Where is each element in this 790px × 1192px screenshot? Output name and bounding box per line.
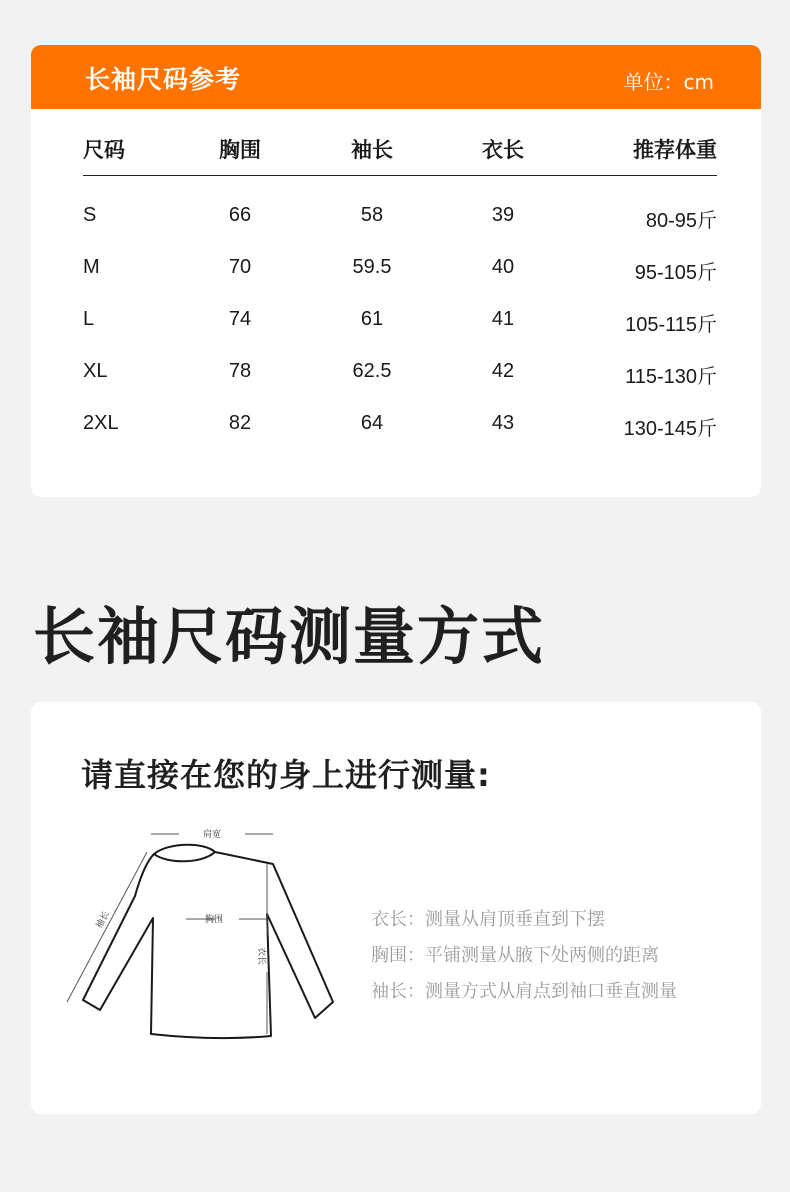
header-sleeve: 袖长 [351,138,393,162]
cell-sleeve: 59.5 [352,256,392,278]
cell-chest: 66 [228,204,252,226]
note-text: 平铺测量从腋下处两侧的距离 [425,945,659,966]
table-row [83,296,717,348]
table-row [83,348,717,400]
cell-weight: 80-95斤 [645,210,717,232]
size-table [83,109,717,452]
header-chest: 胸围 [219,138,261,162]
cell-size: XL [83,360,108,382]
measure-card [31,702,761,1114]
cell-chest: 70 [228,256,252,278]
table-row [83,400,717,452]
cell-size: 2XL [83,412,119,434]
cell-weight: 105-115斤 [625,314,717,336]
header-weight: 推荐体重 [633,138,717,162]
header-size: 尺码 [83,138,125,162]
measure-section-title: 长袖尺码测量方式 [33,600,546,673]
cell-length: 42 [491,360,515,382]
shoulder-label: 肩宽 [202,830,222,840]
cell-sleeve: 58 [360,204,384,226]
sleeve-measure-line [67,852,147,1002]
shirt-collar [154,852,215,861]
table-row [83,192,717,244]
chest-label: 胸围 [204,915,224,925]
cell-length: 40 [491,256,515,278]
length-label: 衣长 [256,946,266,966]
note-text: 测量从肩顶垂直到下摆 [425,909,605,930]
table-header [83,109,717,176]
note-label: 胸围： [371,945,425,966]
note-text: 测量方式从肩点到袖口垂直测量 [425,981,677,1002]
size-chart-card [31,45,761,497]
note-label: 衣长： [371,909,425,930]
note-label: 袖长： [371,981,425,1002]
cell-sleeve: 64 [360,412,384,434]
table-body [83,192,717,452]
table-row [83,244,717,296]
measure-heading: 请直接在您的身上进行测量: [81,756,491,794]
cell-weight: 95-105斤 [634,262,717,284]
note-chest [371,938,677,974]
cell-chest: 82 [228,412,252,434]
header-length: 衣长 [482,138,524,162]
cell-chest: 74 [228,308,252,330]
cell-length: 43 [491,412,515,434]
sleeve-label: 袖长 [94,909,112,931]
cell-length: 39 [491,204,515,226]
cell-chest: 78 [228,360,252,382]
cell-sleeve: 61 [360,308,384,330]
shirt-outline [83,845,333,1038]
unit-label: 单位：cm [623,70,714,94]
cell-weight: 130-145斤 [623,418,717,440]
cell-size: M [83,256,100,278]
cell-sleeve: 62.5 [352,360,392,382]
note-length [371,902,677,938]
size-chart-title: 长袖尺码参考 [85,65,242,94]
note-sleeve [371,974,677,1010]
cell-size: L [83,308,95,330]
measure-notes [371,902,677,1010]
cell-size: S [83,204,97,226]
cell-length: 41 [491,308,515,330]
shirt-diagram [59,824,379,1044]
size-chart-header [31,45,761,109]
cell-weight: 115-130斤 [625,366,717,388]
